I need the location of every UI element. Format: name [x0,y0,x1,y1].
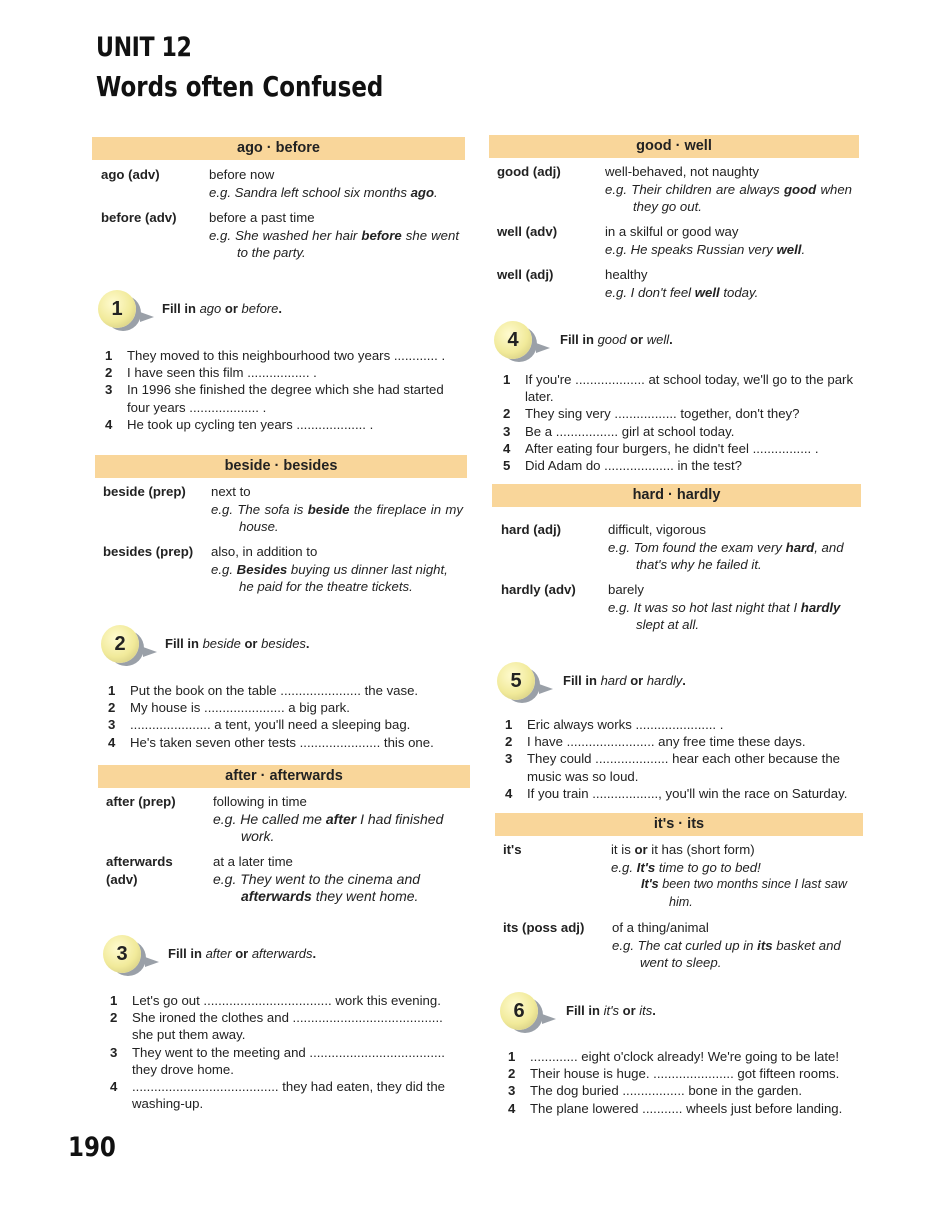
definition-example: It's been two months since I last saw him. [641,877,848,909]
badge-arrow-icon [542,1014,556,1024]
exercise-number-badge: 6 [500,992,538,1030]
definition-meaning: following in time [213,794,307,809]
exercise-question-list [108,682,470,751]
section-bar-good-well: good · well [489,135,859,158]
exercise-question: 2 Their house is huge. ...................... got fifteen rooms. [508,1066,840,1082]
definition-meaning: difficult, vigorous [608,522,706,537]
section-bar-its: it's · its [495,813,863,836]
exercise-question: 3 Be a ................. girl at school today. [503,423,735,439]
exercise-question: 2 I have seen this film ................. . [105,365,317,381]
exercise-question: 4 He's taken seven other tests ...................... this one. [108,734,434,750]
definition-term: hardly (adv) [501,582,576,597]
definition-meaning: next to [211,484,251,499]
definition-meaning: at a later time [213,854,293,869]
definition-term: besides (prep) [103,544,194,559]
definition-term: ago (adv) [101,167,160,182]
section-bar-hard-hardly: hard · hardly [492,484,861,507]
exercise-question-list [505,716,863,802]
exercise-question: 2 My house is ...................... a big park. [108,700,350,716]
definition-meaning: also, in addition to [211,544,318,559]
exercise-question-list [503,371,861,474]
exercise-question-list [508,1048,868,1117]
definition-example: e.g. The cat curled up in its basket and went to sleep. [612,937,841,970]
badge-arrow-icon [143,647,157,657]
exercise-question: 1 Put the book on the table ...................... the vase. [108,683,419,698]
definition-meaning: healthy [605,267,648,282]
page-title: Words often Confused [96,70,384,103]
badge-arrow-icon [145,957,159,967]
exercise-question: 2 They sing very ................. together, don't they? [503,406,800,422]
definition-meaning: before a past time [209,210,315,225]
exercise-question: 1 Let's go out ................................... work this evening. [110,993,441,1008]
definition-term: after (prep) [106,794,176,809]
exercise-question: 3 They went to the meeting and ..................................... they drove home. [110,1044,445,1077]
definition-example: e.g. Their children are always good when they go out. [605,181,852,214]
exercise-question: 2 I have ........................ any free time these days. [505,734,806,750]
badge-arrow-icon [536,343,550,353]
exercise-instruction: Fill in hard or hardly. [563,673,686,688]
exercise-question: 3 The dog buried ................. bone in the garden. [508,1083,802,1099]
exercise-question: 3 They could .................... hear each other because the music was so loud. [505,751,841,784]
definition-example: e.g. I don't feel well today. [605,284,759,300]
definition-meaning: of a thing/animal [612,920,709,935]
badge-arrow-icon [140,312,154,322]
definition-example: e.g. Besides buying us dinner last night, he paid for the theatre tickets. [211,561,448,594]
definition-term: its (poss adj) [503,920,585,935]
exercise-instruction: Fill in beside or besides. [165,636,310,651]
exercise-instruction: Fill in ago or before. [162,301,282,316]
section-bar-after-afterwards: after · afterwards [98,765,470,788]
definition-example: e.g. The sofa is beside the fireplace in my house. [211,501,463,534]
definition-meaning: well-behaved, not naughty [605,164,759,179]
unit-label: UNIT 12 [96,32,192,63]
exercise-question: 1 ............. eight o'clock already! We're going to be late! [508,1049,839,1064]
exercise-question: 3 ...................... a tent, you'll need a sleeping bag. [108,717,411,733]
exercise-question: 4 The plane lowered ........... wheels just before landing. [508,1100,843,1116]
definition-example: e.g. He speaks Russian very well. [605,241,806,257]
definition-term: it's [503,842,522,857]
exercise-question: 4 ........................................ they had eaten, they did the washing-up. [110,1079,445,1112]
definition-example: e.g. It's time to go to bed! [611,859,761,875]
definition-example: e.g. Tom found the exam very hard, and that's why he failed it. [608,539,844,572]
exercise-question: 4 If you train .................., you'll win the race on Saturday. [505,785,848,801]
definition-meaning: before now [209,167,275,182]
exercise-number-badge: 3 [103,935,141,973]
exercise-instruction: Fill in after or afterwards. [168,946,317,961]
exercise-instruction: Fill in good or well. [560,332,673,347]
exercise-question: 1 Eric always works ...................... . [505,717,724,732]
exercise-number-badge: 1 [98,290,136,328]
definition-term: beside (prep) [103,484,186,499]
section-bar-beside-besides: beside · besides [95,455,467,478]
definition-meaning: in a skilful or good way [605,224,739,239]
exercise-question: 4 He took up cycling ten years ................... . [105,416,374,432]
definition-example: e.g. They went to the cinema and afterwards they went home. [213,870,421,904]
definition-term: afterwards (adv) [106,854,173,887]
exercise-instruction: Fill in it's or its. [566,1003,656,1018]
definition-term: well (adj) [497,267,554,282]
badge-arrow-icon [539,684,553,694]
section-bar-ago-before: ago · before [92,137,465,160]
definition-meaning: it is or it has (short form) [611,842,755,857]
definition-term: well (adv) [497,224,558,239]
exercise-number-badge: 5 [497,662,535,700]
definition-meaning: barely [608,582,644,597]
definition-term: good (adj) [497,164,561,179]
exercise-question: 4 After eating four burgers, he didn't feel ................ . [503,440,819,456]
definition-term: before (adv) [101,210,177,225]
exercise-question: 3 In 1996 she finished the degree which she had started four years ................... . [105,382,444,415]
exercise-question: 1 If you're ................... at school today, we'll go to the park later. [503,372,854,405]
definition-example: e.g. She washed her hair before she went to the party. [209,227,459,260]
exercise-question: 2 She ironed the clothes and ......................................... she put them away. [110,1010,443,1043]
definition-example: e.g. He called me after I had finished work. [213,810,444,844]
exercise-question: 1 They moved to this neighbourhood two years ............ . [105,348,446,363]
exercise-number-badge: 2 [101,625,139,663]
exercise-question: 5 Did Adam do ................... in the test? [503,458,742,474]
exercise-question-list [110,992,466,1112]
definition-example: e.g. Sandra left school six months ago. [209,184,438,200]
definition-example: e.g. It was so hot last night that I hardly slept at all. [608,599,841,632]
exercise-number-badge: 4 [494,321,532,359]
definition-term: hard (adj) [501,522,562,537]
page-number: 190 [68,1132,116,1163]
exercise-question-list [105,347,467,433]
